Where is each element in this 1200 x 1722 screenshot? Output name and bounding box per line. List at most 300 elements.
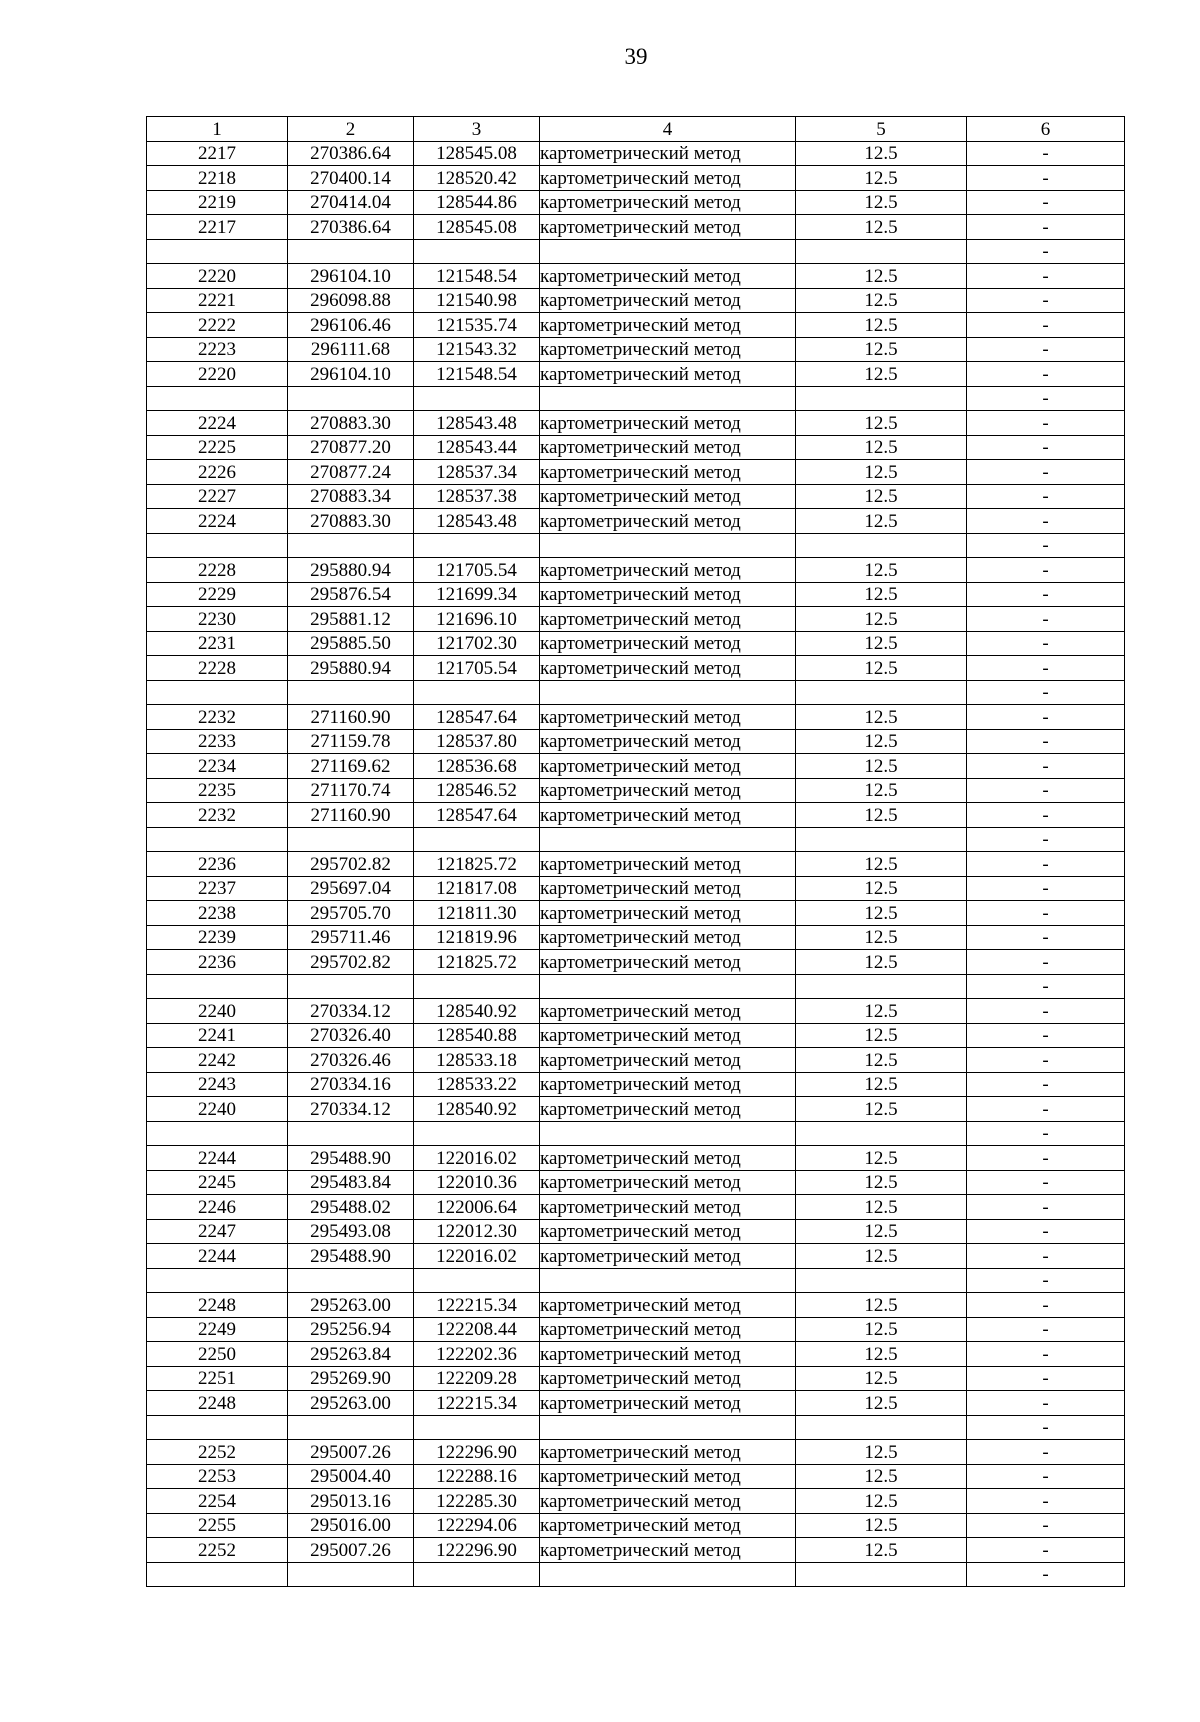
table-row: [147, 1440, 1125, 1465]
description-cell: -: [967, 1097, 1125, 1122]
x-coordinate-cell: 270386.64: [288, 215, 414, 240]
method-cell: картометрический метод: [540, 435, 796, 460]
accuracy-cell: 12.5: [796, 729, 967, 754]
x-coordinate-cell: 296106.46: [288, 313, 414, 338]
method-cell: картометрический метод: [540, 558, 796, 583]
table-row: [147, 1097, 1125, 1122]
description-cell: -: [967, 803, 1125, 828]
method-cell: картометрический метод: [540, 1538, 796, 1563]
x-coordinate-cell: 295007.26: [288, 1440, 414, 1465]
y-coordinate-cell: 122012.30: [414, 1219, 540, 1244]
column-header-point-number: 1: [147, 117, 288, 142]
point-number-cell: 2238: [147, 901, 288, 926]
y-coordinate-cell: 121702.30: [414, 631, 540, 656]
point-number-cell: 2244: [147, 1244, 288, 1269]
y-coordinate-cell: [414, 680, 540, 705]
description-cell: -: [967, 1342, 1125, 1367]
y-coordinate-cell: 128544.86: [414, 190, 540, 215]
method-cell: [540, 239, 796, 264]
point-number-cell: 2230: [147, 607, 288, 632]
table-row: [147, 460, 1125, 485]
method-cell: [540, 386, 796, 411]
y-coordinate-cell: 128537.80: [414, 729, 540, 754]
y-coordinate-cell: 121819.96: [414, 925, 540, 950]
y-coordinate-cell: 128540.92: [414, 1097, 540, 1122]
method-cell: картометрический метод: [540, 1048, 796, 1073]
point-number-cell: [147, 1562, 288, 1587]
method-cell: картометрический метод: [540, 362, 796, 387]
method-cell: картометрический метод: [540, 411, 796, 436]
x-coordinate-cell: 296098.88: [288, 288, 414, 313]
point-number-cell: 2220: [147, 362, 288, 387]
table-row: [147, 411, 1125, 436]
description-cell: -: [967, 1219, 1125, 1244]
accuracy-cell: 12.5: [796, 362, 967, 387]
description-cell: -: [967, 925, 1125, 950]
x-coordinate-cell: 295881.12: [288, 607, 414, 632]
table-row: [147, 705, 1125, 730]
description-cell: -: [967, 362, 1125, 387]
accuracy-cell: 12.5: [796, 313, 967, 338]
y-coordinate-cell: 122209.28: [414, 1366, 540, 1391]
method-cell: картометрический метод: [540, 1072, 796, 1097]
y-coordinate-cell: 122288.16: [414, 1464, 540, 1489]
point-number-cell: 2226: [147, 460, 288, 485]
table-row: [147, 1366, 1125, 1391]
method-cell: картометрический метод: [540, 582, 796, 607]
table-row: [147, 313, 1125, 338]
y-coordinate-cell: 128543.48: [414, 411, 540, 436]
accuracy-cell: 12.5: [796, 1366, 967, 1391]
table-row: [147, 239, 1125, 264]
x-coordinate-cell: 271170.74: [288, 778, 414, 803]
method-cell: картометрический метод: [540, 852, 796, 877]
description-cell: -: [967, 852, 1125, 877]
y-coordinate-cell: 121548.54: [414, 362, 540, 387]
description-cell: -: [967, 558, 1125, 583]
method-cell: картометрический метод: [540, 1146, 796, 1171]
point-number-cell: [147, 386, 288, 411]
accuracy-cell: 12.5: [796, 1440, 967, 1465]
accuracy-cell: 12.5: [796, 1023, 967, 1048]
x-coordinate-cell: 295263.00: [288, 1293, 414, 1318]
description-cell: -: [967, 288, 1125, 313]
description-cell: -: [967, 1048, 1125, 1073]
y-coordinate-cell: 121825.72: [414, 950, 540, 975]
accuracy-cell: 12.5: [796, 950, 967, 975]
method-cell: картометрический метод: [540, 754, 796, 779]
x-coordinate-cell: 296111.68: [288, 337, 414, 362]
table-row: [147, 1023, 1125, 1048]
x-coordinate-cell: 295263.84: [288, 1342, 414, 1367]
description-cell: -: [967, 337, 1125, 362]
description-cell: -: [967, 656, 1125, 681]
y-coordinate-cell: 121543.32: [414, 337, 540, 362]
point-number-cell: 2246: [147, 1195, 288, 1220]
table-row: [147, 1195, 1125, 1220]
method-cell: картометрический метод: [540, 925, 796, 950]
y-coordinate-cell: [414, 239, 540, 264]
table-body: [147, 141, 1125, 1587]
point-number-cell: 2249: [147, 1317, 288, 1342]
x-coordinate-cell: 271160.90: [288, 803, 414, 828]
description-cell: -: [967, 974, 1125, 999]
table-row: [147, 1048, 1125, 1073]
x-coordinate-cell: [288, 1121, 414, 1146]
x-coordinate-cell: 295880.94: [288, 656, 414, 681]
y-coordinate-cell: 122010.36: [414, 1170, 540, 1195]
column-header-method: 4: [540, 117, 796, 142]
method-cell: картометрический метод: [540, 1317, 796, 1342]
description-cell: -: [967, 1023, 1125, 1048]
x-coordinate-cell: 270883.30: [288, 411, 414, 436]
accuracy-cell: 12.5: [796, 337, 967, 362]
accuracy-cell: 12.5: [796, 264, 967, 289]
accuracy-cell: 12.5: [796, 141, 967, 166]
description-cell: -: [967, 1562, 1125, 1587]
x-coordinate-cell: 270386.64: [288, 141, 414, 166]
description-cell: -: [967, 680, 1125, 705]
table-row: [147, 631, 1125, 656]
table-row: [147, 680, 1125, 705]
x-coordinate-cell: 271169.62: [288, 754, 414, 779]
point-number-cell: 2223: [147, 337, 288, 362]
x-coordinate-cell: 270400.14: [288, 166, 414, 191]
method-cell: картометрический метод: [540, 460, 796, 485]
description-cell: -: [967, 435, 1125, 460]
table-row: [147, 1538, 1125, 1563]
description-cell: -: [967, 1195, 1125, 1220]
method-cell: картометрический метод: [540, 950, 796, 975]
method-cell: картометрический метод: [540, 631, 796, 656]
y-coordinate-cell: [414, 1562, 540, 1587]
table-row: [147, 1562, 1125, 1587]
y-coordinate-cell: 128536.68: [414, 754, 540, 779]
point-number-cell: 2250: [147, 1342, 288, 1367]
accuracy-cell: 12.5: [796, 1097, 967, 1122]
description-cell: -: [967, 1268, 1125, 1293]
accuracy-cell: 12.5: [796, 876, 967, 901]
table-row: [147, 264, 1125, 289]
description-cell: -: [967, 631, 1125, 656]
method-cell: картометрический метод: [540, 656, 796, 681]
method-cell: картометрический метод: [540, 607, 796, 632]
method-cell: картометрический метод: [540, 141, 796, 166]
accuracy-cell: 12.5: [796, 1170, 967, 1195]
point-number-cell: 2234: [147, 754, 288, 779]
accuracy-cell: [796, 239, 967, 264]
x-coordinate-cell: [288, 680, 414, 705]
table-row: [147, 1219, 1125, 1244]
table-row: [147, 288, 1125, 313]
accuracy-cell: [796, 386, 967, 411]
point-number-cell: 2229: [147, 582, 288, 607]
x-coordinate-cell: 296104.10: [288, 362, 414, 387]
accuracy-cell: 12.5: [796, 215, 967, 240]
method-cell: картометрический метод: [540, 215, 796, 240]
point-number-cell: 2233: [147, 729, 288, 754]
x-coordinate-cell: 295711.46: [288, 925, 414, 950]
description-cell: -: [967, 1121, 1125, 1146]
point-number-cell: 2248: [147, 1391, 288, 1416]
y-coordinate-cell: [414, 1121, 540, 1146]
x-coordinate-cell: 270414.04: [288, 190, 414, 215]
point-number-cell: 2228: [147, 558, 288, 583]
accuracy-cell: [796, 974, 967, 999]
y-coordinate-cell: 121705.54: [414, 558, 540, 583]
accuracy-cell: 12.5: [796, 435, 967, 460]
point-number-cell: 2236: [147, 950, 288, 975]
table-row: [147, 1293, 1125, 1318]
method-cell: картометрический метод: [540, 1366, 796, 1391]
description-cell: -: [967, 705, 1125, 730]
x-coordinate-cell: 295876.54: [288, 582, 414, 607]
point-number-cell: 2232: [147, 803, 288, 828]
description-cell: -: [967, 313, 1125, 338]
accuracy-cell: 12.5: [796, 1489, 967, 1514]
accuracy-cell: 12.5: [796, 852, 967, 877]
method-cell: [540, 533, 796, 558]
x-coordinate-cell: 295007.26: [288, 1538, 414, 1563]
table-row: [147, 950, 1125, 975]
point-number-cell: [147, 239, 288, 264]
point-number-cell: [147, 680, 288, 705]
point-number-cell: 2217: [147, 215, 288, 240]
y-coordinate-cell: 128533.22: [414, 1072, 540, 1097]
description-cell: -: [967, 141, 1125, 166]
point-number-cell: 2225: [147, 435, 288, 460]
table-row: [147, 974, 1125, 999]
table-row: [147, 386, 1125, 411]
point-number-cell: 2220: [147, 264, 288, 289]
point-number-cell: 2222: [147, 313, 288, 338]
description-cell: -: [967, 215, 1125, 240]
method-cell: [540, 680, 796, 705]
x-coordinate-cell: 295016.00: [288, 1513, 414, 1538]
description-cell: -: [967, 166, 1125, 191]
x-coordinate-cell: 296104.10: [288, 264, 414, 289]
table-row: [147, 166, 1125, 191]
point-number-cell: 2227: [147, 484, 288, 509]
table-row: [147, 925, 1125, 950]
table-row: [147, 901, 1125, 926]
point-number-cell: 2228: [147, 656, 288, 681]
accuracy-cell: 12.5: [796, 705, 967, 730]
x-coordinate-cell: 295705.70: [288, 901, 414, 926]
y-coordinate-cell: [414, 533, 540, 558]
point-number-cell: 2224: [147, 509, 288, 534]
x-coordinate-cell: 295493.08: [288, 1219, 414, 1244]
point-number-cell: 2235: [147, 778, 288, 803]
x-coordinate-cell: [288, 386, 414, 411]
method-cell: картометрический метод: [540, 337, 796, 362]
accuracy-cell: 12.5: [796, 901, 967, 926]
point-number-cell: [147, 1415, 288, 1440]
table-row: [147, 827, 1125, 852]
description-cell: -: [967, 1415, 1125, 1440]
description-cell: -: [967, 460, 1125, 485]
y-coordinate-cell: 122202.36: [414, 1342, 540, 1367]
table-row: [147, 362, 1125, 387]
table-row: [147, 190, 1125, 215]
table-row: [147, 607, 1125, 632]
description-cell: -: [967, 1244, 1125, 1269]
table-row: [147, 729, 1125, 754]
y-coordinate-cell: 128545.08: [414, 215, 540, 240]
accuracy-cell: 12.5: [796, 1342, 967, 1367]
description-cell: -: [967, 533, 1125, 558]
description-cell: -: [967, 607, 1125, 632]
table-row: [147, 852, 1125, 877]
x-coordinate-cell: [288, 239, 414, 264]
table-row: [147, 778, 1125, 803]
method-cell: картометрический метод: [540, 999, 796, 1024]
accuracy-cell: 12.5: [796, 1072, 967, 1097]
y-coordinate-cell: 128543.44: [414, 435, 540, 460]
description-cell: -: [967, 950, 1125, 975]
accuracy-cell: 12.5: [796, 509, 967, 534]
accuracy-cell: 12.5: [796, 656, 967, 681]
table-row: [147, 1170, 1125, 1195]
column-header-accuracy: 5: [796, 117, 967, 142]
y-coordinate-cell: 122285.30: [414, 1489, 540, 1514]
method-cell: картометрический метод: [540, 803, 796, 828]
description-cell: -: [967, 582, 1125, 607]
accuracy-cell: [796, 1121, 967, 1146]
method-cell: [540, 1415, 796, 1440]
accuracy-cell: 12.5: [796, 1513, 967, 1538]
y-coordinate-cell: 122215.34: [414, 1293, 540, 1318]
accuracy-cell: [796, 1562, 967, 1587]
y-coordinate-cell: 122294.06: [414, 1513, 540, 1538]
method-cell: картометрический метод: [540, 778, 796, 803]
point-number-cell: 2240: [147, 999, 288, 1024]
method-cell: картометрический метод: [540, 901, 796, 926]
point-number-cell: [147, 974, 288, 999]
method-cell: картометрический метод: [540, 1195, 796, 1220]
method-cell: картометрический метод: [540, 313, 796, 338]
table-row: [147, 1391, 1125, 1416]
point-number-cell: 2218: [147, 166, 288, 191]
y-coordinate-cell: 122296.90: [414, 1440, 540, 1465]
point-number-cell: [147, 533, 288, 558]
column-header-x: 2: [288, 117, 414, 142]
x-coordinate-cell: 270334.16: [288, 1072, 414, 1097]
table-row: [147, 1146, 1125, 1171]
coordinates-table: [146, 116, 1125, 1587]
description-cell: -: [967, 1391, 1125, 1416]
y-coordinate-cell: 128546.52: [414, 778, 540, 803]
description-cell: -: [967, 876, 1125, 901]
description-cell: -: [967, 1440, 1125, 1465]
x-coordinate-cell: 295013.16: [288, 1489, 414, 1514]
description-cell: -: [967, 509, 1125, 534]
y-coordinate-cell: 128547.64: [414, 803, 540, 828]
x-coordinate-cell: 270334.12: [288, 999, 414, 1024]
description-cell: -: [967, 484, 1125, 509]
y-coordinate-cell: 122016.02: [414, 1244, 540, 1269]
method-cell: картометрический метод: [540, 1464, 796, 1489]
accuracy-cell: 12.5: [796, 803, 967, 828]
accuracy-cell: 12.5: [796, 754, 967, 779]
table-row: [147, 435, 1125, 460]
y-coordinate-cell: 122208.44: [414, 1317, 540, 1342]
table-row: [147, 1121, 1125, 1146]
method-cell: картометрический метод: [540, 1391, 796, 1416]
point-number-cell: 2242: [147, 1048, 288, 1073]
table-row: [147, 1489, 1125, 1514]
x-coordinate-cell: [288, 1562, 414, 1587]
table-row: [147, 803, 1125, 828]
method-cell: картометрический метод: [540, 190, 796, 215]
point-number-cell: 2241: [147, 1023, 288, 1048]
accuracy-cell: 12.5: [796, 288, 967, 313]
method-cell: картометрический метод: [540, 264, 796, 289]
description-cell: -: [967, 778, 1125, 803]
accuracy-cell: 12.5: [796, 1464, 967, 1489]
method-cell: картометрический метод: [540, 1440, 796, 1465]
method-cell: картометрический метод: [540, 509, 796, 534]
point-number-cell: [147, 827, 288, 852]
y-coordinate-cell: 128545.08: [414, 141, 540, 166]
point-number-cell: [147, 1121, 288, 1146]
table-row: [147, 1072, 1125, 1097]
x-coordinate-cell: 295488.90: [288, 1146, 414, 1171]
description-cell: -: [967, 1489, 1125, 1514]
table-row: [147, 215, 1125, 240]
accuracy-cell: 12.5: [796, 582, 967, 607]
header-row: [147, 117, 1125, 142]
x-coordinate-cell: [288, 827, 414, 852]
x-coordinate-cell: 270883.30: [288, 509, 414, 534]
table-row: [147, 141, 1125, 166]
x-coordinate-cell: 270326.46: [288, 1048, 414, 1073]
description-cell: -: [967, 1293, 1125, 1318]
accuracy-cell: 12.5: [796, 607, 967, 632]
y-coordinate-cell: 121699.34: [414, 582, 540, 607]
y-coordinate-cell: 128540.92: [414, 999, 540, 1024]
point-number-cell: 2240: [147, 1097, 288, 1122]
y-coordinate-cell: 121548.54: [414, 264, 540, 289]
description-cell: -: [967, 729, 1125, 754]
accuracy-cell: 12.5: [796, 166, 967, 191]
description-cell: -: [967, 827, 1125, 852]
description-cell: -: [967, 239, 1125, 264]
x-coordinate-cell: [288, 533, 414, 558]
table-row: [147, 999, 1125, 1024]
point-number-cell: 2255: [147, 1513, 288, 1538]
point-number-cell: 2248: [147, 1293, 288, 1318]
y-coordinate-cell: 121811.30: [414, 901, 540, 926]
description-cell: -: [967, 901, 1125, 926]
x-coordinate-cell: 295256.94: [288, 1317, 414, 1342]
y-coordinate-cell: 122006.64: [414, 1195, 540, 1220]
accuracy-cell: 12.5: [796, 1219, 967, 1244]
point-number-cell: 2219: [147, 190, 288, 215]
accuracy-cell: 12.5: [796, 558, 967, 583]
point-number-cell: 2252: [147, 1538, 288, 1563]
description-cell: -: [967, 1170, 1125, 1195]
x-coordinate-cell: [288, 974, 414, 999]
y-coordinate-cell: 128537.38: [414, 484, 540, 509]
description-cell: -: [967, 1538, 1125, 1563]
table-row: [147, 1342, 1125, 1367]
x-coordinate-cell: 295004.40: [288, 1464, 414, 1489]
x-coordinate-cell: [288, 1415, 414, 1440]
column-header-y: 3: [414, 117, 540, 142]
method-cell: картометрический метод: [540, 705, 796, 730]
accuracy-cell: 12.5: [796, 925, 967, 950]
